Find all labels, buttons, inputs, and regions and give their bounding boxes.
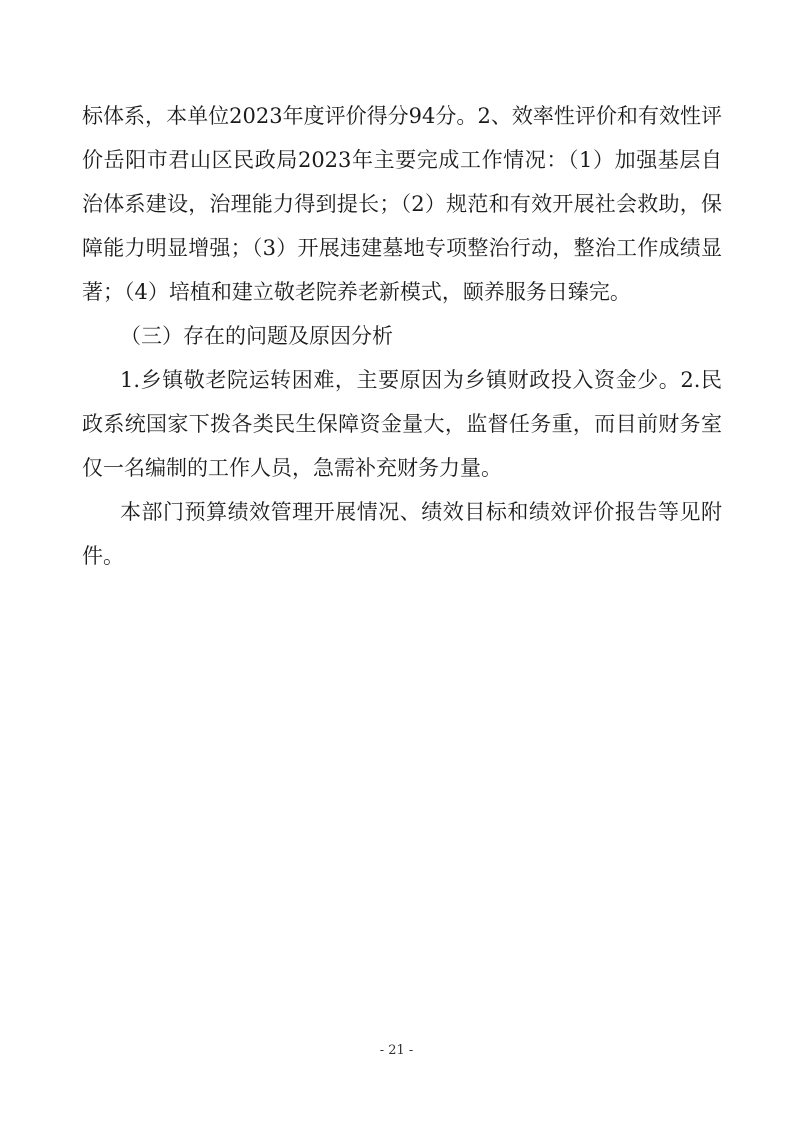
paragraph-line: 标体系，本单位2023年度评价得分94分。2、效率性评价和有效性评 — [82, 104, 722, 128]
page-number: - 21 - — [379, 1043, 414, 1058]
paragraph-line: 本部门预算绩效管理开展情况、绩效目标和绩效评价报告等见附 — [120, 500, 722, 524]
paragraph-line: 价岳阳市君山区民政局2023年主要完成工作情况：（1）加强基层自 — [82, 148, 722, 172]
paragraph-line: 治体系建设，治理能力得到提长；（2）规范和有效开展社会救助，保 — [82, 192, 722, 216]
section-heading: （三）存在的问题及原因分析 — [120, 324, 393, 348]
paragraph-line: 政系统国家下拨各类民生保障资金量大，监督任务重，而目前财务室 — [82, 412, 722, 436]
paragraph-line: 仅一名编制的工作人员，急需补充财务力量。 — [82, 456, 502, 480]
paragraph-line: 1.乡镇敬老院运转困难，主要原因为乡镇财政投入资金少。2.民 — [120, 368, 722, 392]
paragraph-line: 障能力明显增强；（3）开展违建墓地专项整治行动，整治工作成绩显 — [82, 236, 722, 260]
paragraph-line: 著；（4）培植和建立敬老院养老新模式，颐养服务日臻完。 — [82, 280, 631, 304]
paragraph-line: 件。 — [82, 544, 124, 568]
